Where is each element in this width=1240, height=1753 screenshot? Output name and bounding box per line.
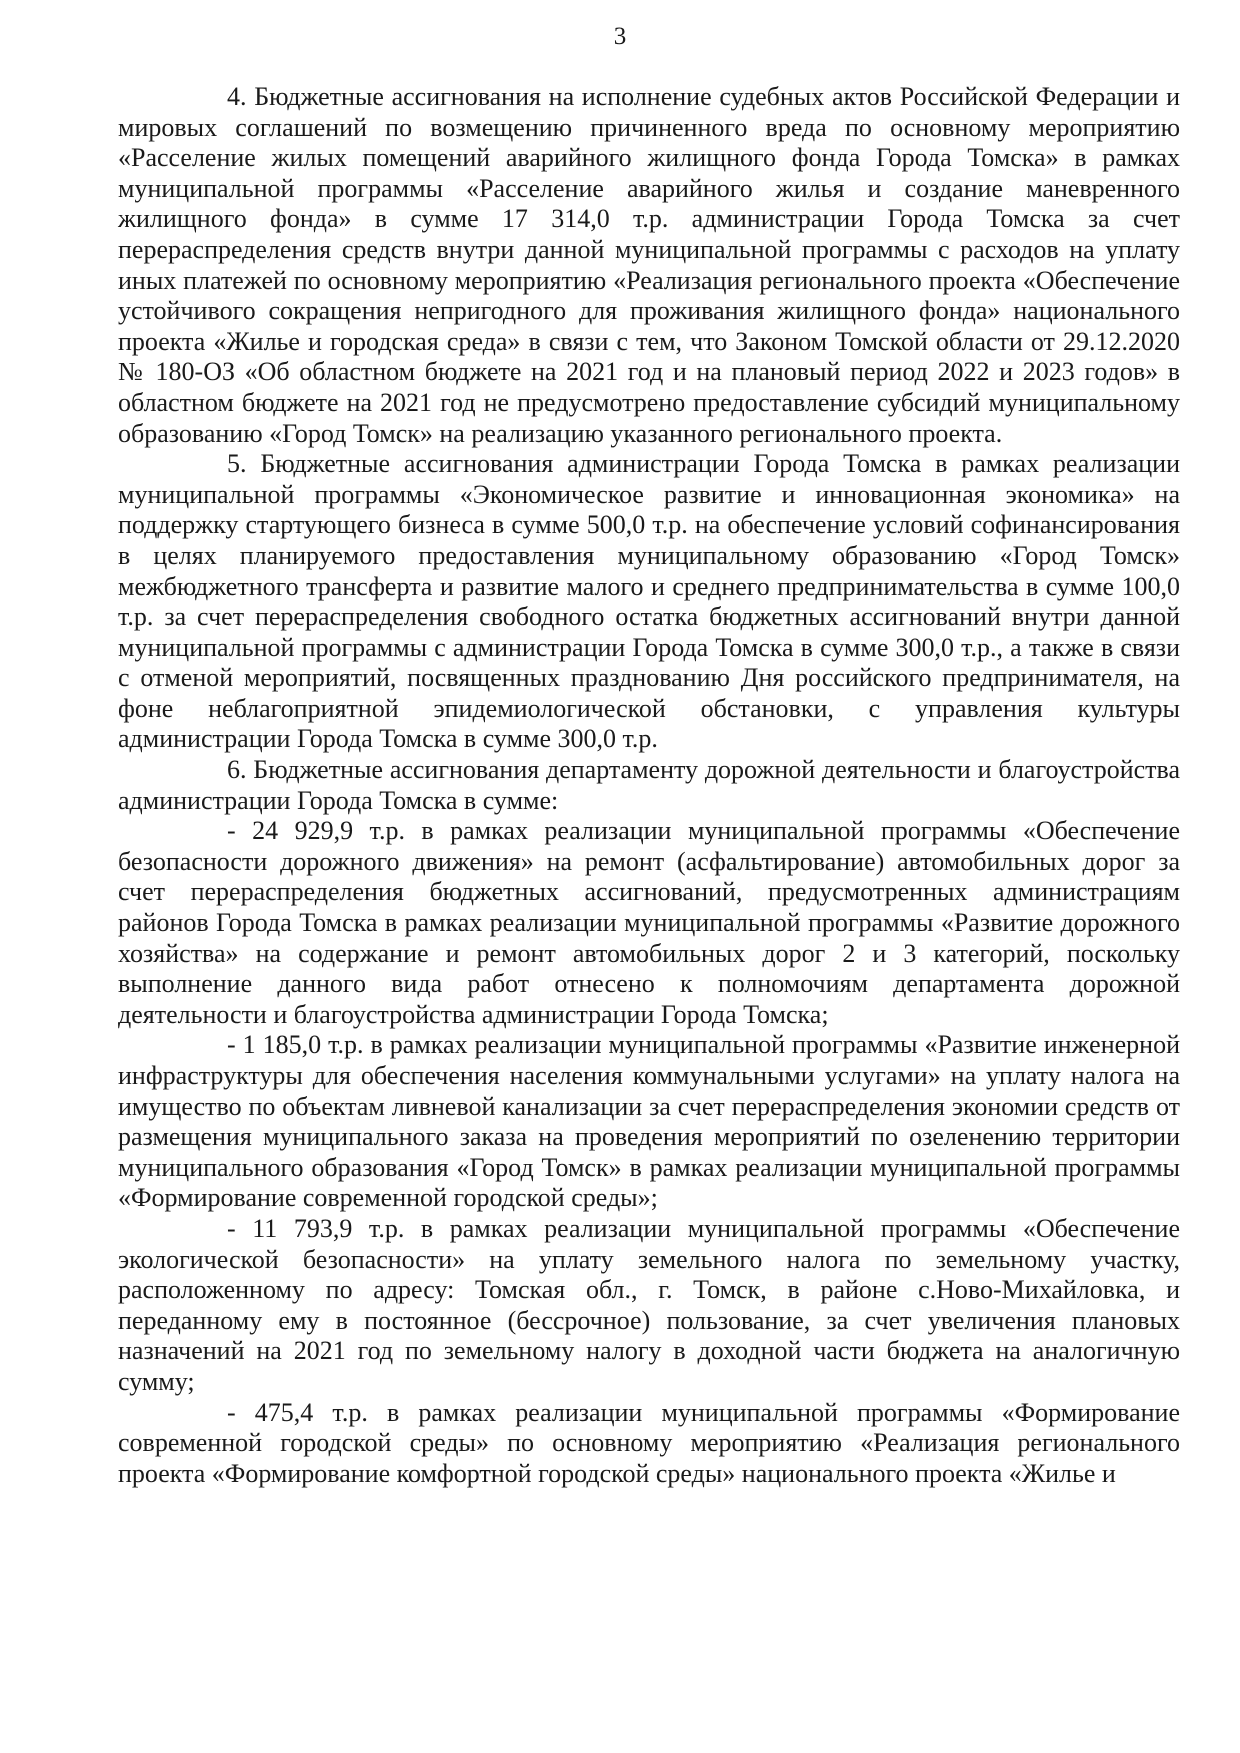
list-item: - 475,4 т.р. в рамках реализации муниципальной программы «Формирование современной городской среды» по основному мероприятию «Реализация регионального проекта «Формирование комфортной городской среды» национального проекта «Жилье и (118, 1397, 1180, 1488)
paragraph-6: 6. Бюджетные ассигнования департаменту дорожной деятельности и благоустройства администрации Города Томска в сумме: (118, 755, 1180, 815)
list-item: - 24 929,9 т.р. в рамках реализации муниципальной программы «Обеспечение безопасности дорожного движения» на ремонт (асфальтирование) автомобильных дорог за счет перераспределения бюджетных ассигнований, предусмотренных администрациям районов Города Томска в рамках реализации муниципальной программы «Развитие дорожного хозяйства» на содержание и ремонт автомобильных дорог 2 и 3 категорий, поскольку выполнение данного вида работ отнесено к полномочиям департамента дорожной деятельности и благоустройства администрации Города Томска; (118, 816, 1180, 1029)
paragraph-5: 5. Бюджетные ассигнования администрации Города Томска в рамках реализации муниципальной программы «Экономическое развитие и инновационная экономика» на поддержку стартующего бизнеса в сумме 500,0 т.р. на обеспечение условий софинансирования в целях планируемого предоставления муниципальному образованию «Город Томск» межбюджетного трансферта и развитие малого и среднего предпринимательства в сумме 100,0 т.р. за счет перераспределения свободного остатка бюджетных ассигнований внутри данной муниципальной программы с администрации Города Томска в сумме 300,0 т.р., а также в связи с отменой мероприятий, посвященных празднованию Дня российского предпринимателя, на фоне неблагоприятной эпидемиологической обстановки, с управления культуры администрации Города Томска в сумме 300,0 т.р. (118, 449, 1180, 754)
document-body (118, 82, 1180, 1489)
list-item: - 11 793,9 т.р. в рамках реализации муниципальной программы «Обеспечение экологической безопасности» на уплату земельного налога по земельному участку, расположенному по адресу: Томская обл., г. Томск, в районе с.Ново-Михайловка, и переданному ему в постоянное (бессрочное) пользование, за счет увеличения плановых назначений на 2021 год по земельному налогу в доходной части бюджета на аналогичную сумму; (118, 1213, 1180, 1396)
list-item: - 1 185,0 т.р. в рамках реализации муниципальной программы «Развитие инженерной инфраструктуры для обеспечения населения коммунальными услугами» на уплату налога на имущество по объектам ливневой канализации за счет перераспределения экономии средств от размещения муниципального заказа на проведения мероприятий по озеленению территории муниципального образования «Город Томск» в рамках реализации муниципальной программы «Формирование современной городской среды»; (118, 1030, 1180, 1213)
page-number: 3 (613, 23, 627, 50)
paragraph-4: 4. Бюджетные ассигнования на исполнение судебных актов Российской Федерации и мировых соглашений по возмещению причиненного вреда по основному мероприятию «Расселение жилых помещений аварийного жилищного фонда Города Томска» в рамках муниципальной программы «Расселение аварийного жилья и создание маневренного жилищного фонда» в сумме 17 314,0 т.р. администрации Города Томска за счет перераспределения средств внутри данной муниципальной программы с расходов на уплату иных платежей по основному мероприятию «Реализация регионального проекта «Обеспечение устойчивого сокращения непригодного для проживания жилищного фонда» национального проекта «Жилье и городская среда» в связи с тем, что Законом Томской области от 29.12.2020 № 180-ОЗ «Об областном бюджете на 2021 год и на плановый период 2022 и 2023 годов» в областном бюджете на 2021 год не предусмотрено предоставление субсидий муниципальному образованию «Город Томск» на реализацию указанного регионального проекта. (118, 82, 1180, 448)
